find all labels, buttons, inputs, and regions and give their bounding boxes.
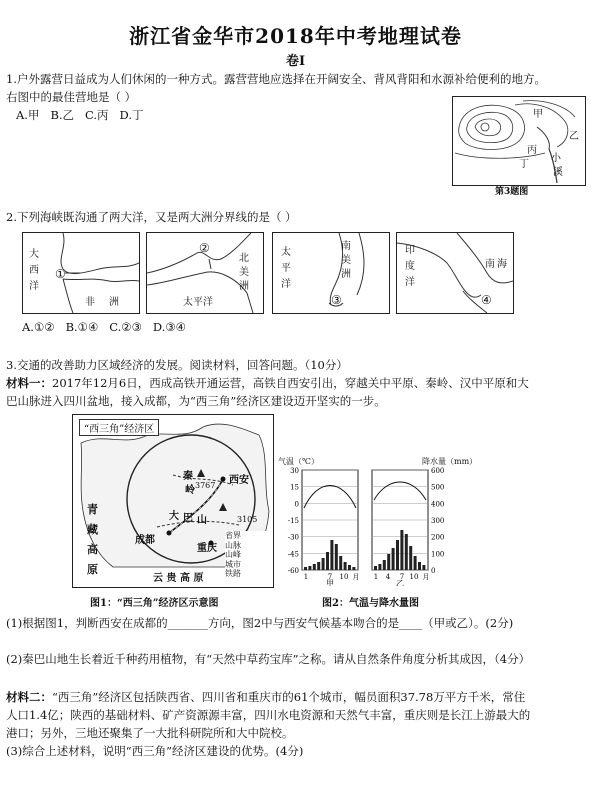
fig1-label-elev2: 3105 <box>237 515 258 524</box>
map-label-yi: 乙 <box>569 131 579 142</box>
q1-stem-line1: 1.户外露营日益成为人们休闲的一种方式。露营营地应选择在开阔安全、背风背阳和水源补给便利的地方。 <box>6 72 546 86</box>
precip-bar-jia <box>304 567 307 570</box>
map2-number: ② <box>199 241 210 255</box>
fig2-climate-chart <box>278 456 478 586</box>
map4-label-hai: 海 <box>497 259 507 270</box>
map4-label-yang: 洋 <box>405 277 415 288</box>
fig1-label-yungui: 云 贵 高 原 <box>153 573 204 584</box>
map3-label-mei: 美 <box>341 255 351 266</box>
temp-tick-label: -60 <box>287 567 299 575</box>
map4-label-du: 度 <box>405 261 415 272</box>
map4-label-nan: 南 <box>485 259 495 270</box>
temp-tick-label: 15 <box>290 483 299 492</box>
q2-option-d[interactable]: D.③④ <box>152 320 186 334</box>
precip-bar-jia <box>352 567 355 570</box>
fig1-map <box>72 414 274 588</box>
map1-label-zhou: 洲 <box>109 297 119 308</box>
map1-label-fei: 非 <box>85 297 95 308</box>
map3-label-tai: 太 <box>281 247 291 258</box>
map2-label-mei: 美 <box>239 267 249 278</box>
precip-bar-yi <box>409 546 412 570</box>
precip-bar-jia <box>330 540 333 570</box>
page-title: 浙江省金华市2018年中考地理试卷 <box>129 24 462 48</box>
q2-options <box>22 318 186 336</box>
fig1-legend <box>225 531 269 579</box>
precip-tick-label: 500 <box>431 483 445 492</box>
q2-option-b[interactable]: B.①④ <box>65 320 99 334</box>
map3-label-zhou: 洲 <box>341 269 351 280</box>
fig1-label-ba: 巴 <box>183 513 193 524</box>
temp-tick-label: -45 <box>287 550 299 559</box>
precip-bar-jia <box>322 558 325 570</box>
q2-map-3 <box>272 232 390 314</box>
precip-bar-yi <box>396 540 399 570</box>
q1-contour-map <box>452 96 586 186</box>
material1-label: 材料一： <box>6 376 52 390</box>
fig1-label-xian: 西安 <box>229 475 249 486</box>
month-label: 月 <box>422 573 430 581</box>
precip-bar-jia <box>335 544 338 570</box>
precip-bar-yi <box>392 548 395 570</box>
contour-lines <box>453 97 585 185</box>
legend-railway: 铁路 <box>225 569 241 578</box>
precip-bar-jia <box>317 562 320 570</box>
material2-text: “西三角”经济区包括陕西省、四川省和重庆市的61个城市，幅员面积37.78万平方千米，常住 <box>52 690 526 704</box>
fig2-caption: 图2：气温与降水量图 <box>322 598 419 609</box>
q1-map-caption: 第3题图 <box>495 187 529 197</box>
month-label: 7 <box>399 573 405 581</box>
legend-provincial-border: 省界 <box>225 531 241 540</box>
precip-bar-jia <box>348 565 351 570</box>
precip-tick-label: 300 <box>431 517 445 525</box>
precip-tick-label: 600 <box>431 467 445 475</box>
chart-name-jia: 甲 <box>326 579 334 586</box>
q3-sub1: (1)根据图1，判断西安在成都的_______方向，图2中与西安气候基本吻合的是____（甲或乙）。(2分) <box>6 616 514 630</box>
legend-mountain-range: 山脉 <box>225 540 241 550</box>
q1-option-b[interactable]: B.乙 <box>50 108 75 122</box>
fig1-label-shan: 山 <box>197 515 207 526</box>
fig1-label-qin: 秦 <box>183 471 193 482</box>
month-label: 10 <box>339 573 349 581</box>
precip-tick-label: 0 <box>431 567 436 575</box>
fig2-charts <box>278 456 478 586</box>
temp-tick-label: 0 <box>294 500 299 509</box>
fig1-tag: “西三角”经济区 <box>79 419 159 436</box>
q1-option-d[interactable]: D.丁 <box>119 108 144 122</box>
q1-option-c[interactable]: C.丙 <box>85 108 109 122</box>
precip-tick-label: 400 <box>431 500 445 509</box>
fig2-temp-title: 气温（℃） <box>278 457 319 466</box>
precip-bar-yi <box>378 564 381 570</box>
q3-material2-line2: 人口1.4亿；陕西的基础材料、矿产资源源丰富，四川水电资源和天然气丰富，重庆则是长江上游最大的 <box>6 708 531 722</box>
fig1-label-ling: 岭 <box>185 485 195 496</box>
fig2-precip-title: 降水量（mm） <box>422 457 478 466</box>
fig1-label-qing: 青 <box>87 503 98 516</box>
chart-name-yi: 乙 <box>396 579 404 586</box>
map-label-bing: 丙 <box>527 145 537 156</box>
map2-label-bei: 北 <box>239 253 249 264</box>
q2-map-1 <box>22 232 140 314</box>
fig1-label-chengdu: 成都 <box>135 535 155 546</box>
fig1-label-yuan: 原 <box>87 563 98 576</box>
temp-tick-label: -30 <box>287 533 299 542</box>
q1-options <box>16 106 144 124</box>
q2-option-a[interactable]: A.①② <box>22 320 55 334</box>
section-label: 卷Ⅰ <box>285 54 306 69</box>
q3-material1-line2: 巴山脉进入四川盆地，接入成都，为“西三角”经济区建设迈开坚实的一步。 <box>6 394 386 408</box>
precip-bar-jia <box>344 562 347 570</box>
precip-bar-yi <box>374 566 377 570</box>
map3-label-nan: 南 <box>341 241 351 252</box>
legend-city: 城市 <box>225 559 241 569</box>
material1-text: 2017年12月6日，西成高铁开通运营，高铁自西安引出，穿越关中平原、秦岭、汉中平原和大 <box>52 376 529 390</box>
map1-label-yang: 洋 <box>29 281 39 292</box>
q2-map-4 <box>396 232 514 314</box>
precip-bar-yi <box>422 565 425 570</box>
map3-label-yang: 洋 <box>281 279 291 290</box>
map3-number: ③ <box>331 293 342 307</box>
map3-label-ping: 平 <box>281 263 291 274</box>
precip-bar-jia <box>326 552 329 570</box>
q3-sub2: (2)秦巴山地生长着近千种药用植物，有“天然中草药宝库”之称。请从自然条件角度分析其成因，（4分） <box>6 652 531 666</box>
q3-sub3: (3)综合上述材料，说明“西三角”经济区建设的优势。(4分) <box>6 744 304 758</box>
q1-stem-line2: 右图中的最佳营地是（ ） <box>6 90 137 104</box>
material2-label: 材料二： <box>6 690 52 704</box>
map1-number: ① <box>55 267 66 281</box>
temp-tick-label: -15 <box>287 517 299 525</box>
map4-label-yin: 印 <box>405 245 415 256</box>
precip-bar-yi <box>418 562 421 570</box>
precip-bar-yi <box>383 560 386 570</box>
q1-option-a[interactable]: A.甲 <box>16 108 40 122</box>
q2-option-c[interactable]: C.②③ <box>109 320 142 334</box>
map1-label-da: 大 <box>29 249 39 260</box>
map2-label-taipingyang: 太平洋 <box>183 297 213 308</box>
precip-tick-label: 100 <box>431 550 445 559</box>
map-label-xiao: 小 <box>551 153 561 164</box>
precip-tick-label: 200 <box>431 533 445 542</box>
fig1-label-da: 大 <box>169 511 179 522</box>
precip-bar-jia <box>308 566 311 570</box>
month-label: 1 <box>303 573 309 581</box>
q2-stem: 2.下列海峡既沟通了两大洋，又是两大洲分界线的是（ ） <box>6 210 297 224</box>
fig1-caption: 图1：“西三角”经济区示意图 <box>90 598 219 609</box>
map1-label-xi: 西 <box>29 265 39 276</box>
month-label: 4 <box>385 573 391 581</box>
map-label-ding: 丁 <box>519 159 529 170</box>
temp-curve-yi <box>374 482 426 500</box>
month-label: 月 <box>352 573 360 581</box>
q2-map-2 <box>146 232 264 314</box>
map-label-jia: 甲 <box>533 109 543 120</box>
temp-curve-jia <box>304 486 356 509</box>
q3-material1-line1 <box>6 374 529 392</box>
temp-tick-label: 30 <box>290 467 299 475</box>
q3-material2-line3: 港口；另外，三地还聚集了一大批科研院所和大中院校。 <box>6 726 294 740</box>
legend-peak: 山峰 <box>225 550 241 559</box>
month-label: 1 <box>373 573 379 581</box>
precip-bar-yi <box>400 530 403 570</box>
fig1-label-zang: 藏 <box>87 523 98 536</box>
map4-number: ④ <box>481 293 492 307</box>
precip-bar-yi <box>387 554 390 570</box>
month-label: 10 <box>409 573 419 581</box>
precip-bar-yi <box>405 534 408 570</box>
precip-bar-jia <box>339 556 342 570</box>
month-label: 7 <box>327 573 333 581</box>
q3-material2-line1 <box>6 688 525 706</box>
q3-stem: 3.交通的改善助力区域经济的发展。阅读材料，回答问题。（10分） <box>6 358 348 372</box>
precip-bar-yi <box>414 556 417 570</box>
precip-bar-jia <box>313 564 316 570</box>
fig1-label-elev1: 3767 <box>195 481 216 490</box>
map-label-xi: 溪 <box>553 167 563 178</box>
fig1-label-gao: 高 <box>87 543 98 556</box>
fig1-label-chongqing: 重庆 <box>197 543 217 554</box>
map2-label-zhou: 洲 <box>239 281 249 292</box>
